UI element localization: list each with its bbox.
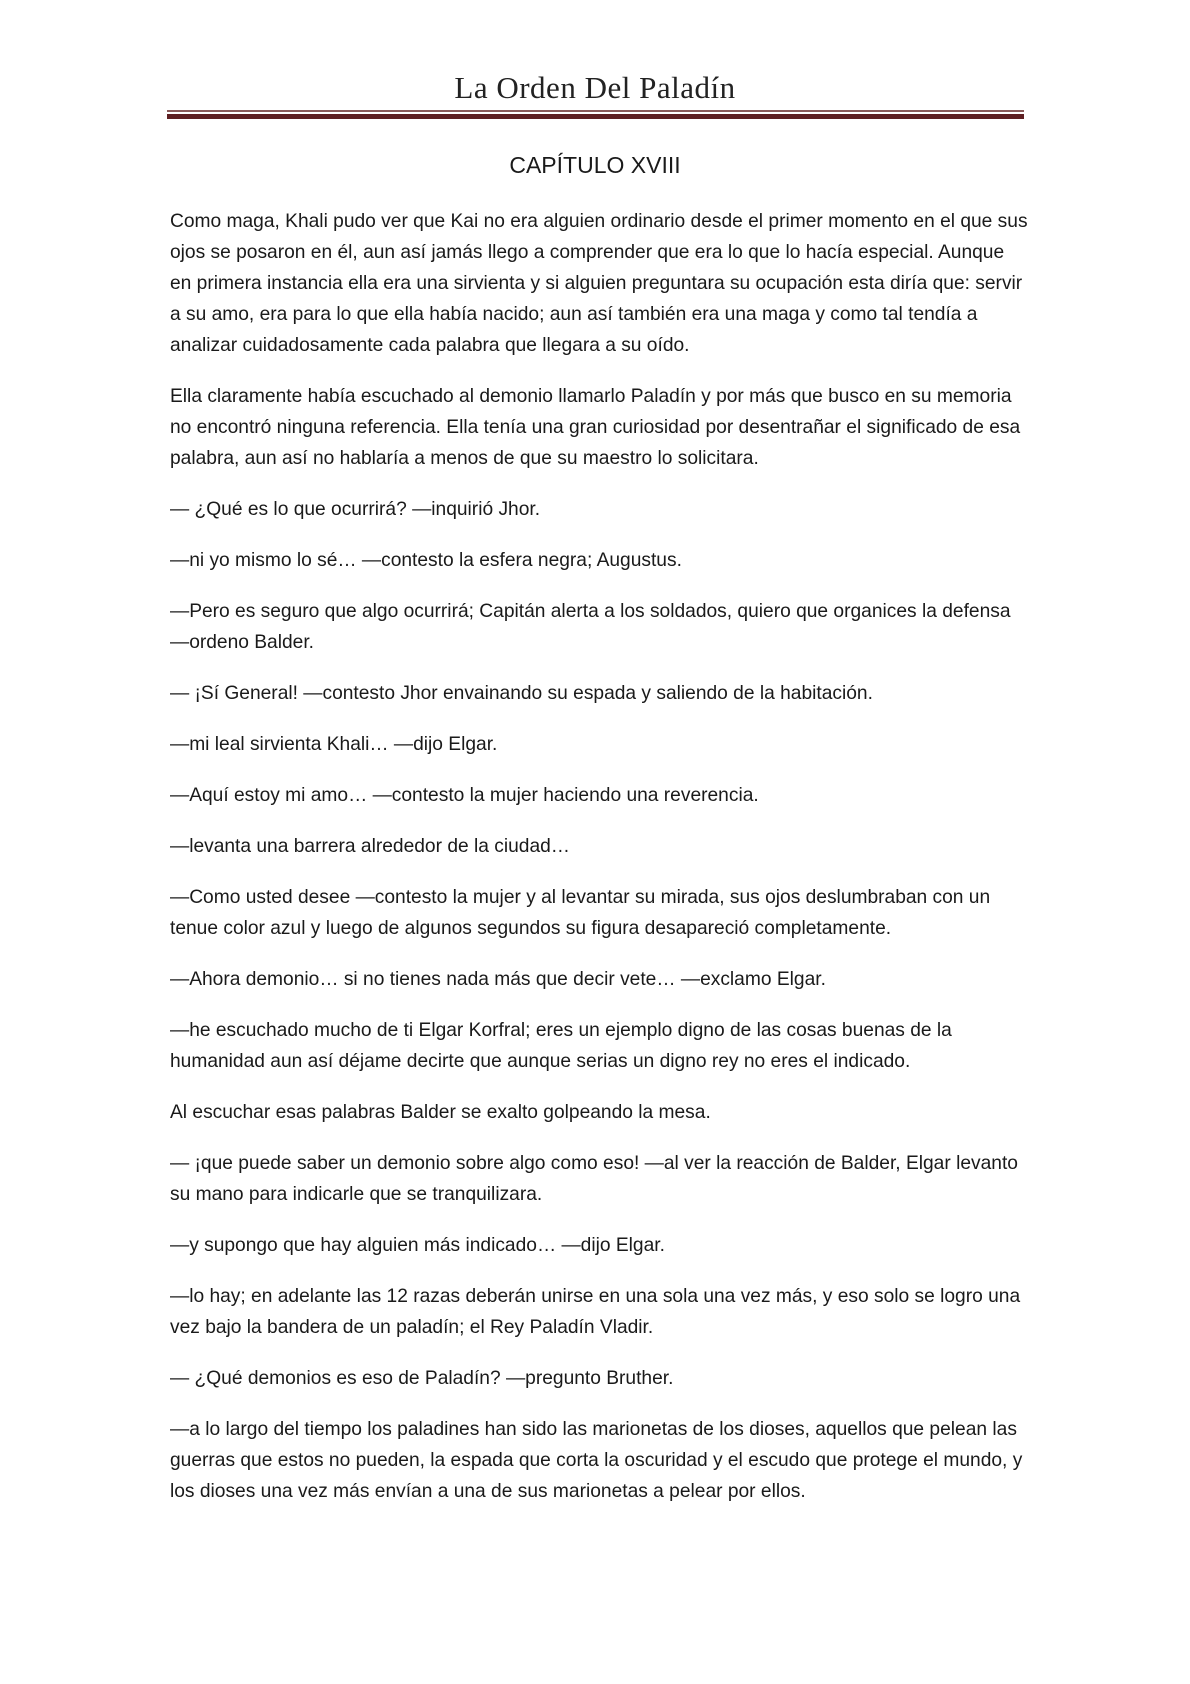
paragraph: Como maga, Khali pudo ver que Kai no era alguien ordinario desde el primer momento en el que sus ojos se posaron en él, aun así jamás llego a comprender que era lo que lo hacía especial. Aunque en primera instancia ella era una sirvienta y si alguien preguntara su ocupación esta diría que: servir a su amo, era para lo que ella había nacido; aun así también era una maga y como tal tendía a analizar cuidadosamente cada palabra que llegara a su oído. xyxy=(170,211,1028,356)
dialogue-line: —he escuchado mucho de ti Elgar Korfral; eres un ejemplo digno de las cosas buenas de la humanidad aun así déjame decirte que aunque serias un digno rey no eres el indicado. xyxy=(170,1020,952,1072)
dialogue-line: —mi leal sirvienta Khali… —dijo Elgar. xyxy=(170,734,498,755)
header-rule-thin xyxy=(167,110,1024,112)
paragraph: Al escuchar esas palabras Balder se exalto golpeando la mesa. xyxy=(170,1102,711,1123)
dialogue-line: — ¡que puede saber un demonio sobre algo como eso! —al ver la reacción de Balder, Elgar levanto su mano para indicarle que se tranquilizara. xyxy=(170,1153,1018,1205)
chapter-body xyxy=(170,206,1030,1527)
dialogue-line: —ni yo mismo lo sé… —contesto la esfera negra; Augustus. xyxy=(170,550,682,571)
dialogue-line: — ¿Qué es lo que ocurrirá? —inquirió Jhor. xyxy=(170,499,541,520)
dialogue-line: —lo hay; en adelante las 12 razas deberán unirse en una sola una vez más, y eso solo se logro una vez bajo la bandera de un paladín; el Rey Paladín Vladir. xyxy=(170,1286,1021,1338)
header-rule-thick xyxy=(167,114,1024,119)
paragraph: Ella claramente había escuchado al demonio llamarlo Paladín y por más que busco en su memoria no encontró ninguna referencia. Ella tenía una gran curiosidad por desentrañar el significado de esa palabra, aun así no hablaría a menos de que su maestro lo solicitara. xyxy=(170,386,1021,469)
dialogue-line: —Aquí estoy mi amo… —contesto la mujer haciendo una reverencia. xyxy=(170,785,759,806)
dialogue-line: — ¡Sí General! —contesto Jhor envainando su espada y saliendo de la habitación. xyxy=(170,683,873,704)
dialogue-line: —a lo largo del tiempo los paladines han sido las marionetas de los dioses, aquellos que pelean las guerras que estos no pueden, la espada que corta la oscuridad y el escudo que protege el mundo, y los dioses una vez más envían a una de sus marionetas a pelear por ellos. xyxy=(170,1419,1023,1502)
dialogue-line: —levanta una barrera alrededor de la ciudad… xyxy=(170,836,570,857)
dialogue-line: —Como usted desee —contesto la mujer y al levantar su mirada, sus ojos deslumbraban con un tenue color azul y luego de algunos segundos su figura desapareció completamente. xyxy=(170,887,991,939)
dialogue-line: —Ahora demonio… si no tienes nada más que decir vete… —exclamo Elgar. xyxy=(170,969,826,990)
dialogue-line: — ¿Qué demonios es eso de Paladín? —pregunto Bruther. xyxy=(170,1368,674,1389)
chapter-title: CAPÍTULO XVIII xyxy=(509,152,681,178)
dialogue-line: —y supongo que hay alguien más indicado… —dijo Elgar. xyxy=(170,1235,665,1256)
dialogue-line: —Pero es seguro que algo ocurrirá; Capitán alerta a los soldados, quiero que organices la defensa —ordeno Balder. xyxy=(170,601,1011,653)
book-title: La Orden Del Paladín xyxy=(454,70,736,105)
